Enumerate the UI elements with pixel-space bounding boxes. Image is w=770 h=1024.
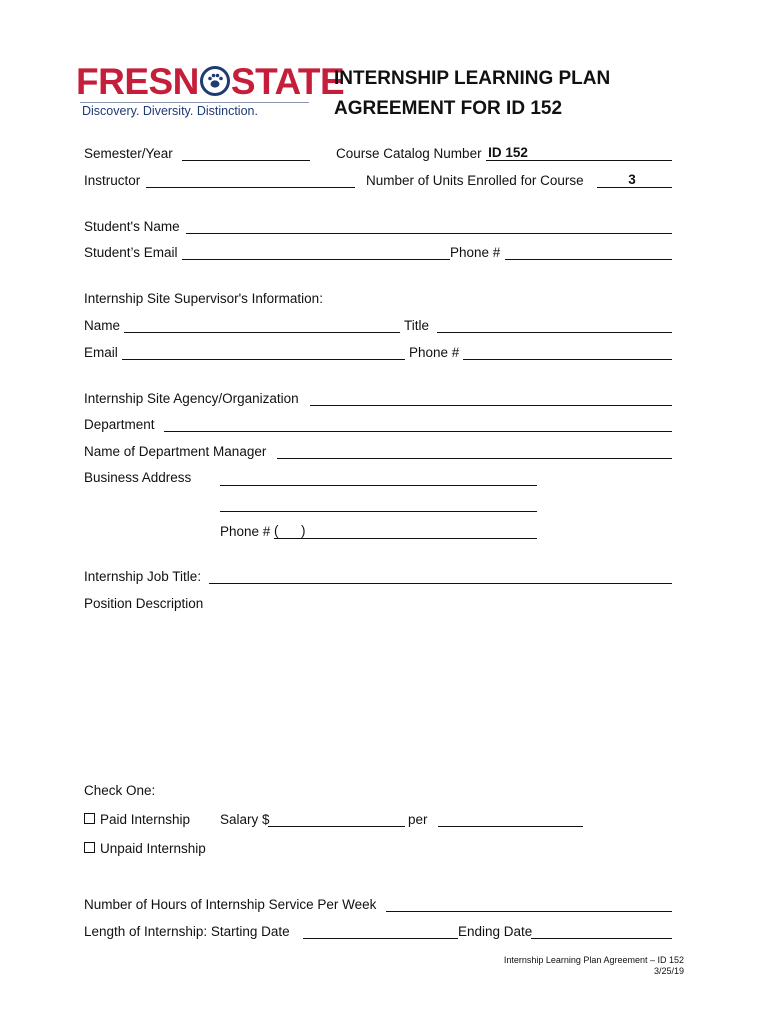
agency-field[interactable] [310,405,672,406]
check-one-label: Check One: [84,783,156,798]
salary-field[interactable] [268,826,405,827]
agency-phone-parens: ( ) [274,523,306,538]
form-title-line1: INTERNSHIP LEARNING PLAN [334,68,611,89]
units-value: 3 [628,172,636,187]
agency-phone-label: Phone # [220,524,271,539]
address-line1-field[interactable] [220,485,537,486]
job-title-field[interactable] [209,583,672,584]
supervisor-name-field[interactable] [124,332,400,333]
student-email-field[interactable] [182,259,450,260]
supervisor-name-label: Name [84,318,121,333]
supervisor-phone-field[interactable] [463,359,672,360]
hours-field[interactable] [386,911,672,912]
job-title-label: Internship Job Title: [84,569,202,584]
paid-label: Paid Internship [100,812,191,827]
starting-date-field[interactable] [303,938,458,939]
position-description-label: Position Description [84,596,204,611]
form-title-line2: AGREEMENT FOR ID 152 [334,98,563,119]
department-field[interactable] [164,431,672,432]
unpaid-checkbox[interactable] [84,842,95,853]
supervisor-title-field[interactable] [437,332,672,333]
ending-date-field[interactable] [531,938,672,939]
logo-divider [80,102,309,103]
agency-label: Internship Site Agency/Organization [84,391,299,406]
address-line2-field[interactable] [220,511,537,512]
student-name-field[interactable] [186,233,672,234]
semester-label: Semester/Year [84,146,173,161]
supervisor-title-label: Title [404,318,430,333]
supervisor-section-label: Internship Site Supervisor's Information: [84,291,323,306]
semester-field[interactable] [182,160,310,161]
catalog-value: ID 152 [488,145,528,160]
supervisor-email-label: Email [84,345,118,360]
position-description-area[interactable] [84,616,672,766]
instructor-label: Instructor [84,173,141,188]
department-label: Department [84,417,155,432]
catalog-field[interactable] [486,160,672,161]
paid-checkbox[interactable] [84,813,95,824]
supervisor-phone-label: Phone # [409,345,460,360]
agency-phone-field[interactable] [274,538,537,539]
unpaid-internship-option[interactable] [84,841,206,857]
instructor-field[interactable] [146,187,355,188]
units-label: Number of Units Enrolled for Course [366,173,584,188]
catalog-label: Course Catalog Number [336,146,482,161]
units-field[interactable] [597,187,672,188]
address-label: Business Address [84,470,192,485]
unpaid-label: Unpaid Internship [100,841,206,856]
ending-date-label: Ending Date [458,924,533,939]
student-phone-field[interactable] [505,259,672,260]
footer-date: 3/25/19 [653,966,684,976]
student-email-label: Student’s Email [84,245,178,260]
paid-internship-option[interactable] [84,812,190,828]
starting-date-label: Length of Internship: Starting Date [84,924,290,939]
student-name-label: Student's Name [84,219,180,234]
footer-title: Internship Learning Plan Agreement – ID 152 [503,955,684,965]
supervisor-email-field[interactable] [122,359,405,360]
logo-tagline: Discovery. Diversity. Distinction. [82,104,258,118]
student-phone-label: Phone # [450,245,501,260]
manager-field[interactable] [277,458,672,459]
hours-label: Number of Hours of Internship Service Per Week [84,897,377,912]
fresno-state-logo: FRESN STATE [76,61,345,102]
salary-period-field[interactable] [438,826,583,827]
salary-label: Salary $ [220,812,270,827]
per-label: per [408,812,428,827]
manager-label: Name of Department Manager [84,444,267,459]
paw-icon [200,66,230,96]
